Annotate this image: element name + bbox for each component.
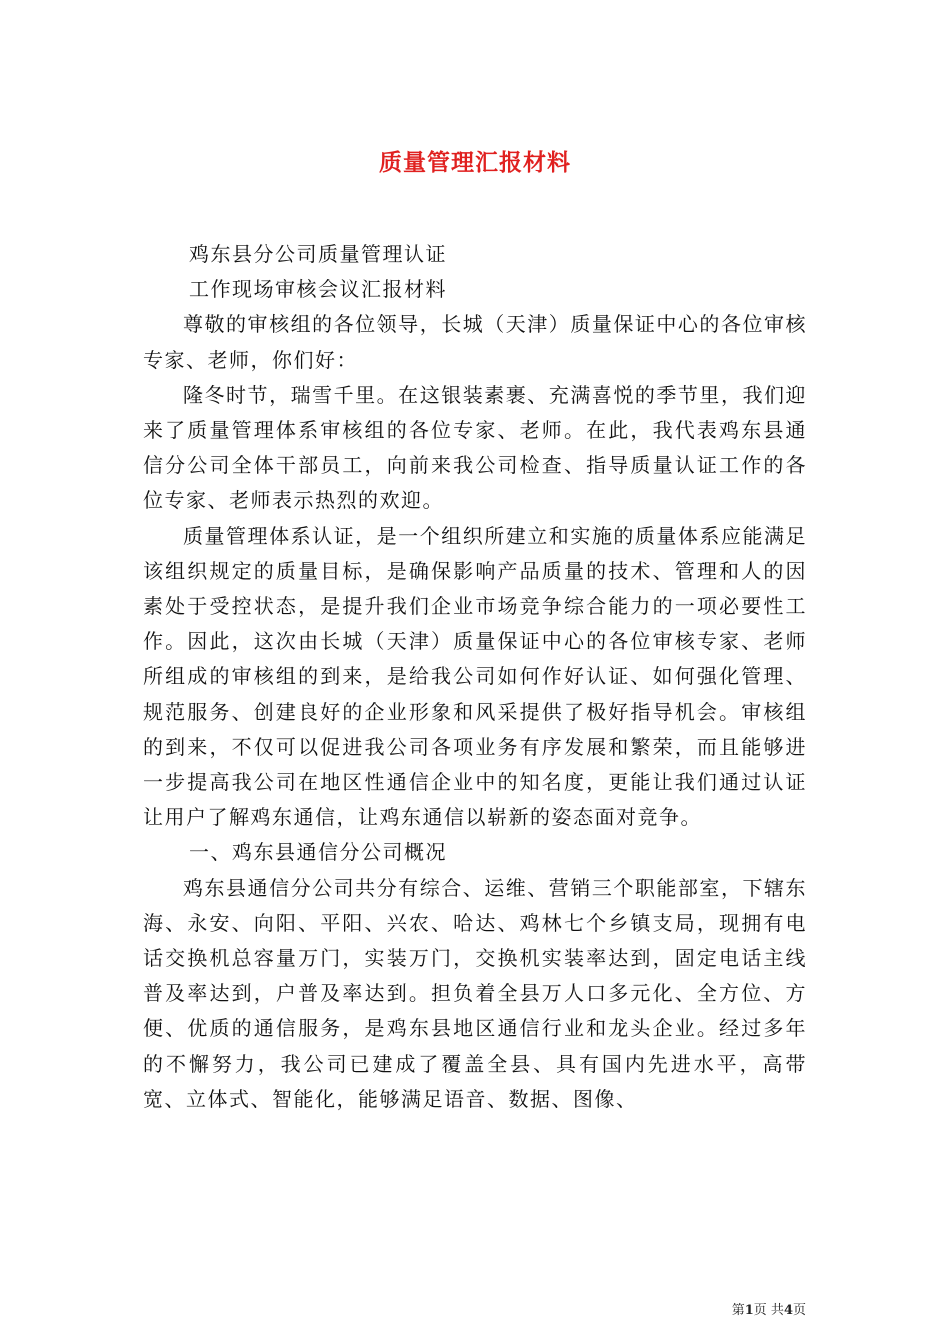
footer-middle: 页 共: [753, 1303, 784, 1318]
document-title: 质量管理汇报材料: [379, 149, 571, 177]
document-body: [143, 237, 807, 1117]
subtitle-line-1: 鸡东县分公司质量管理认证: [189, 242, 447, 266]
total-page-number: 4: [783, 1303, 793, 1318]
footer-suffix: 页: [792, 1303, 806, 1318]
page-footer: [0, 1303, 806, 1319]
current-page-number: 1: [744, 1303, 754, 1318]
certification-paragraph: 质量管理体系认证，是一个组织所建立和实施的质量体系应能满足该组织规定的质量目标，是确保影响产品质量的技术、管理和人的因素处于受控状态，是提升我们企业市场竞争综合能力的一项必要性工作。因此，这次由长城（天津）质量保证中心的各位审核专家、老师所组成的审核组的到来，是给我公司如何作好认证、如何强化管理、规范服务、创建良好的企业形象和风采提供了极好指导机会。审核组的到来，不仅可以促进我公司各项业务有序发展和繁荣，而且能够进一步提高我公司在地区性通信企业中的知名度，更能让我们通过认证让用户了解鸡东通信，让鸡东通信以崭新的姿态面对竞争。: [143, 523, 807, 830]
salutation-paragraph: 尊敬的审核组的各位领导，长城（天津）质量保证中心的各位审核专家、老师，你们好：: [143, 312, 807, 372]
welcome-paragraph: 隆冬时节，瑞雪千里。在这银装素裹、充满喜悦的季节里，我们迎来了质量管理体系审核组的各位专家、老师。在此，我代表鸡东县通信分公司全体干部员工，向前来我公司检查、指导质量认证工作的各位专家、老师表示热烈的欢迎。: [143, 382, 807, 513]
section-heading: 一、鸡东县通信分公司概况: [189, 840, 447, 865]
subtitle-line-2: 工作现场审核会议汇报材料: [189, 277, 447, 302]
footer-prefix: 第: [731, 1303, 745, 1318]
overview-paragraph: 鸡东县通信分公司共分有综合、运维、营销三个职能部室，下辖东海、永安、向阳、平阳、兴农、哈达、鸡林七个乡镇支局，现拥有电话交换机总容量万门，实装万门，交换机实装率达到，固定电话主线普及率达到，户普及率达到。担负着全县万人口多元化、全方位、方便、优质的通信服务，是鸡东县地区通信行业和龙头企业。经过多年的不懈努力，我公司已建成了覆盖全县、具有国内先进水平，高带宽、立体式、智能化，能够满足语音、数据、图像、: [143, 875, 807, 1111]
